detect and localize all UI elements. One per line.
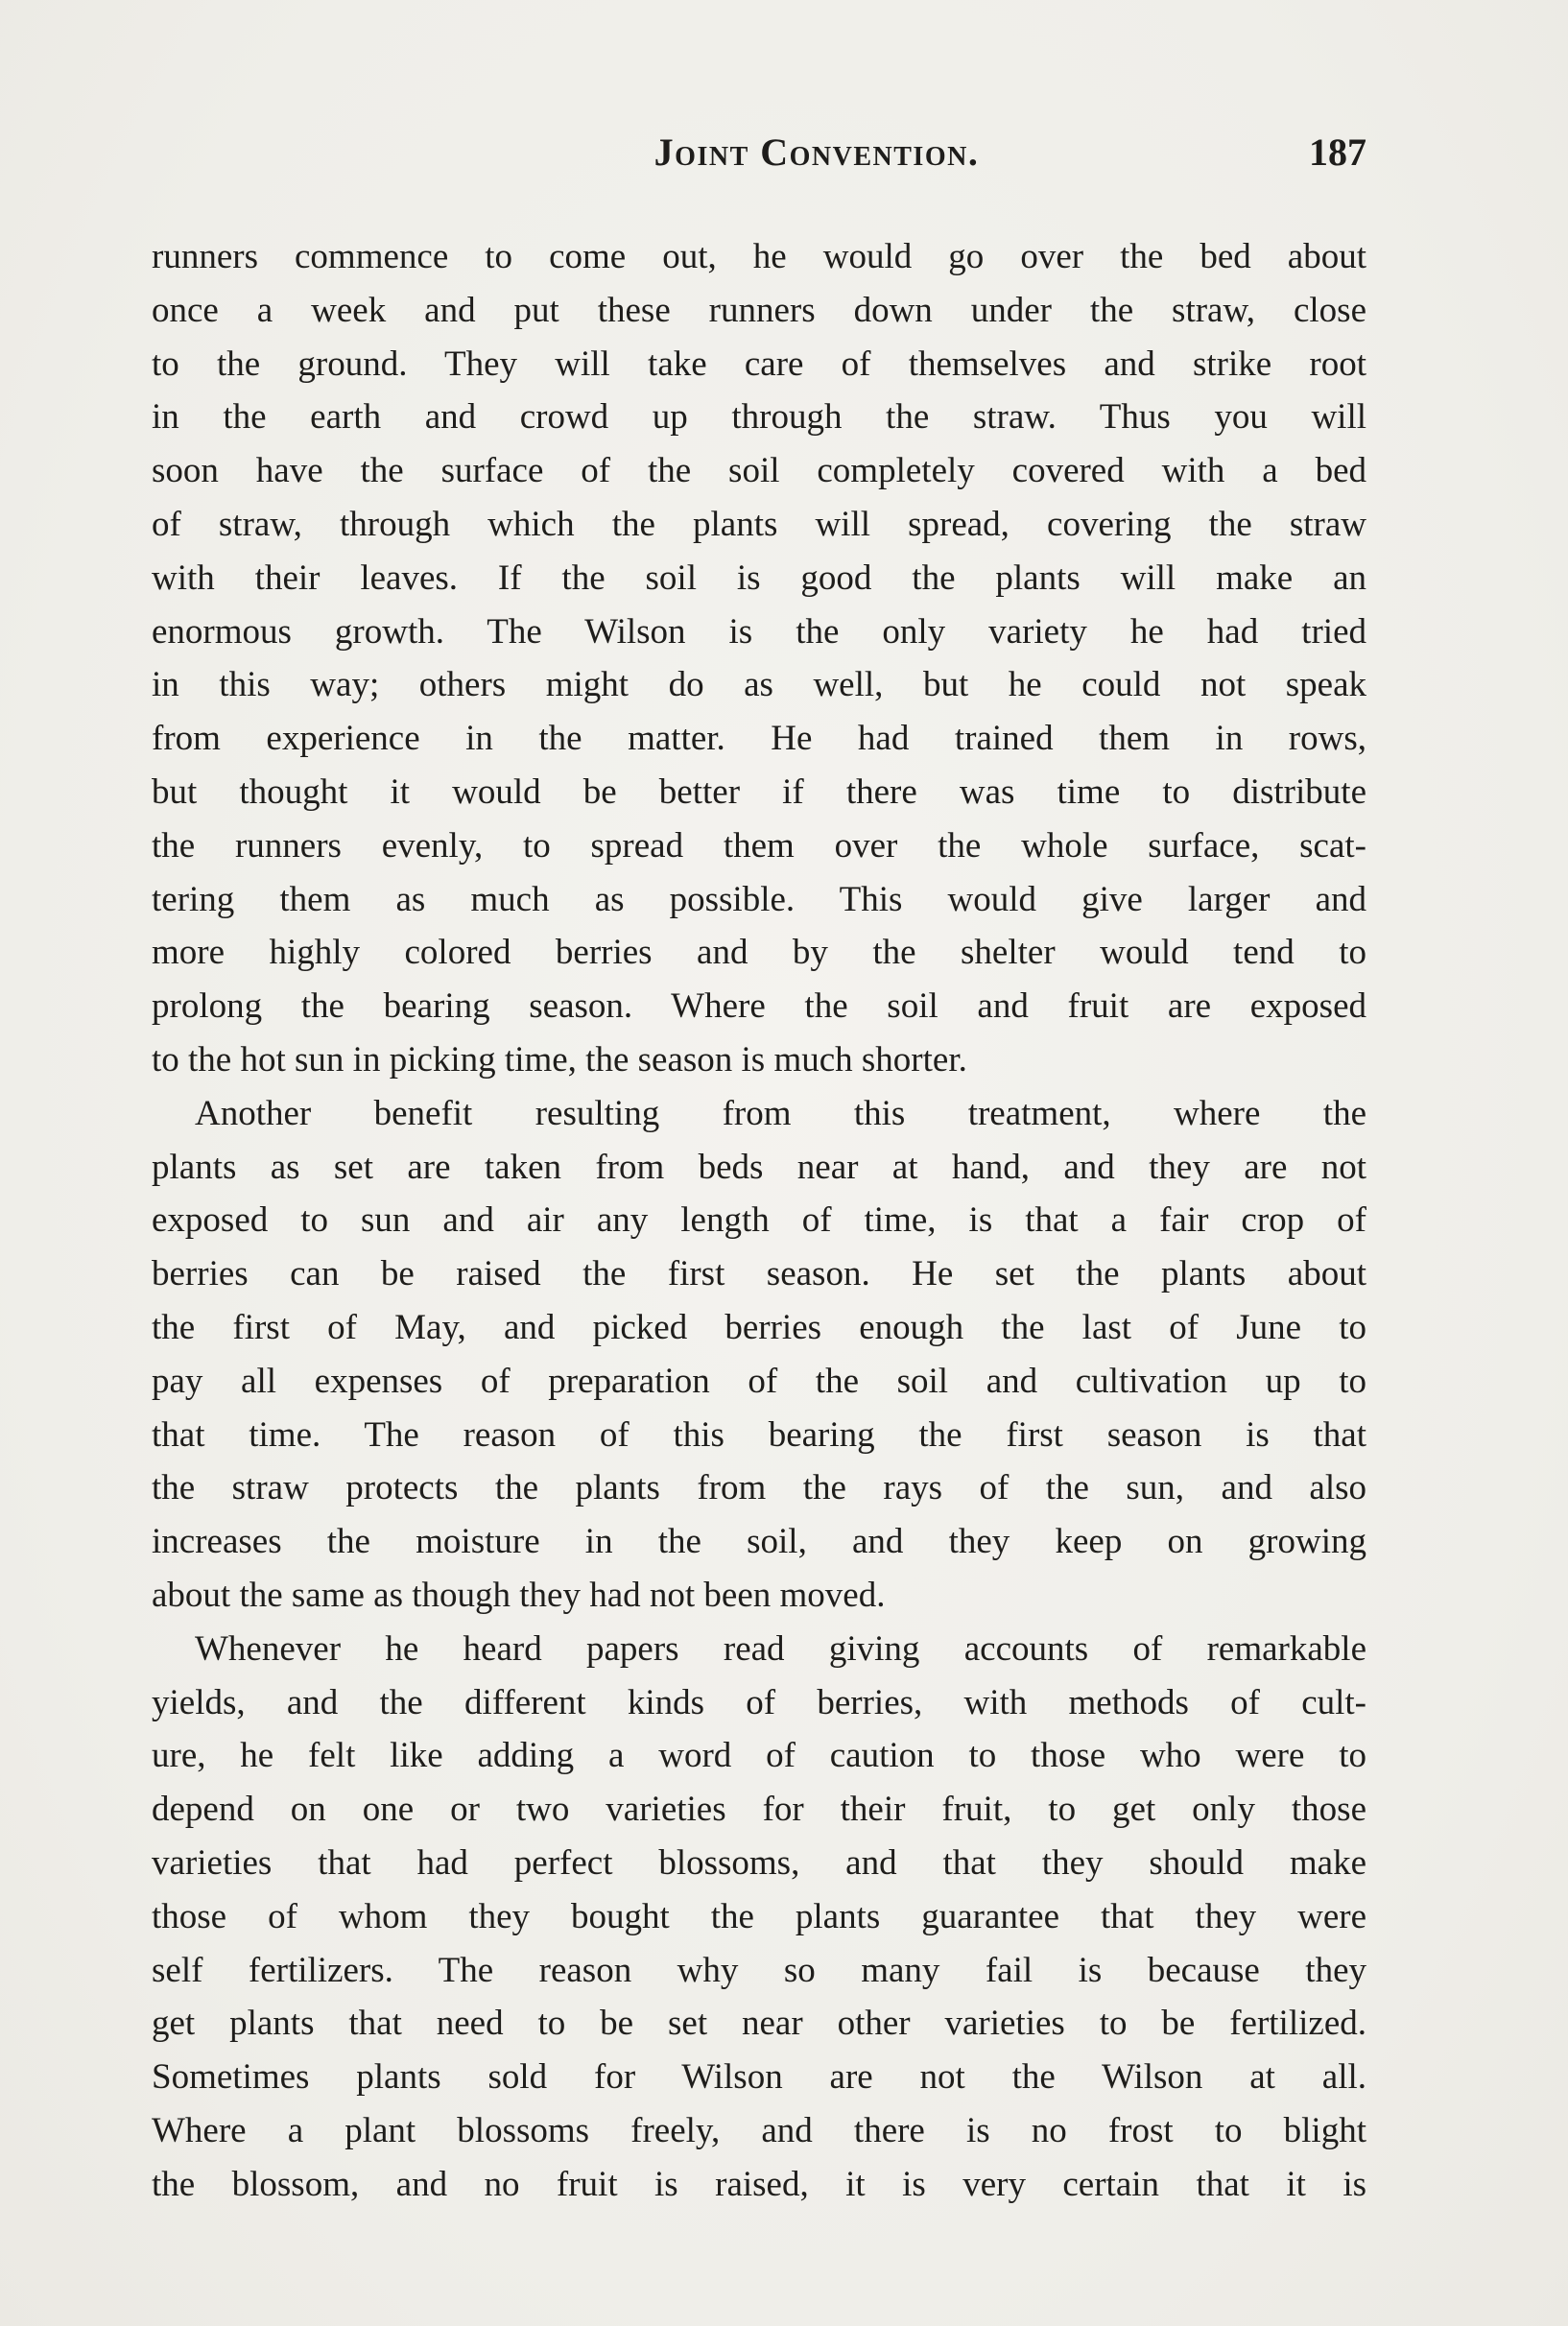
text-line: pay all expenses of preparation of the soil and cultivation up to [152,1361,1366,1401]
text-line: in the earth and crowd up through the straw. Thus you will [152,397,1366,438]
text-line: about the same as though they had not been moved. [152,1575,886,1615]
text-line: yields, and the different kinds of berries, with methods of cult- [152,1682,1366,1722]
text-line: once a week and put these runners down under the straw, close [152,290,1366,330]
text-line: with their leaves. If the soil is good the plants will make an [152,558,1366,598]
text-line: prolong the bearing season. Where the soil and fruit are exposed [152,986,1366,1027]
text-line: the straw protects the plants from the rays of the sun, and also [152,1468,1366,1508]
text-line: increases the moisture in the soil, and they keep on growing [152,1522,1366,1562]
text-line: in this way; others might do as well, but he could not speak [152,665,1366,705]
text-line: self fertilizers. The reason why so many fail is because they [152,1950,1366,1990]
running-title: Joint Convention. [653,131,980,174]
text-line: that time. The reason of this bearing the first season is that [152,1414,1366,1455]
text-line: those of whom they bought the plants guarantee that they were [152,1896,1366,1936]
text-line: Where a plant blossoms freely, and there is no frost to blight [152,2110,1366,2150]
text-line: runners commence to come out, he would go over the bed about [152,237,1366,276]
page-number: 187 [1309,131,1366,174]
body-text [152,230,1366,2211]
text-line: of straw, through which the plants will spread, covering the straw [152,504,1366,544]
text-line: berries can be raised the first season. He set the plants about [152,1254,1366,1294]
text-line: the runners evenly, to spread them over the whole surface, scat- [152,825,1366,866]
text-line: varieties that had perfect blossoms, and that they should make [152,1842,1366,1883]
text-line: ure, he felt like adding a word of caution to those who were to [152,1736,1366,1776]
text-line: depend on one or two varieties for their fruit, to get only those [152,1790,1366,1830]
text-line: Sometimes plants sold for Wilson are not the Wilson at all. [152,2057,1366,2098]
text-line: plants as set are taken from beds near at hand, and they are not [152,1147,1366,1187]
running-head [152,130,1366,187]
text-line: to the ground. They will take care of themselves and strike root [152,344,1366,384]
text-line: soon have the surface of the soil completely covered with a bed [152,451,1366,491]
text-line: Another benefit resulting from this treatment, where the [195,1093,1366,1133]
text-line: enormous growth. The Wilson is the only variety he had tried [152,611,1366,652]
text-line: the blossom, and no fruit is raised, it is very certain that it is [152,2164,1366,2204]
text-line: get plants that need to be set near other varieties to be fertilized. [152,2004,1366,2044]
text-line: Whenever he heard papers read giving accounts of remarkable [195,1628,1366,1669]
text-line: from experience in the matter. He had trained them in rows, [152,719,1366,759]
text-line: tering them as much as possible. This would give larger and [152,879,1366,919]
text-line: to the hot sun in picking time, the season is much shorter. [152,1039,967,1080]
text-line: but thought it would be better if there was time to distribute [152,771,1366,812]
text-line: more highly colored berries and by the shelter would tend to [152,933,1366,973]
text-line: the first of May, and picked berries enough the last of June to [152,1307,1366,1347]
text-line: exposed to sun and air any length of time, is that a fair crop of [152,1200,1366,1241]
